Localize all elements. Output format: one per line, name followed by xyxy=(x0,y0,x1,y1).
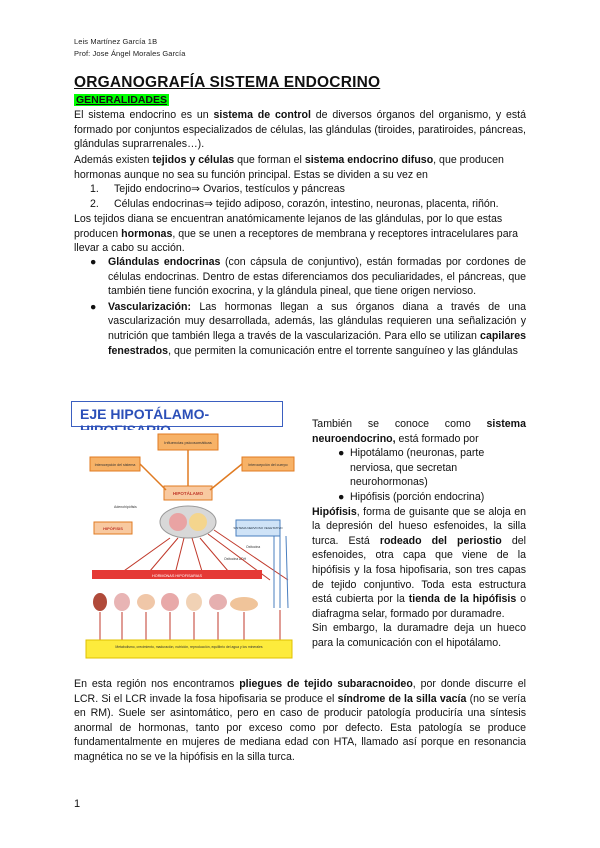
list-item: 2. Células endocrinas⇒ tejido adiposo, corazón, intestino, neuronas, placenta, riñón. xyxy=(90,197,499,210)
diagram-box-bottom xyxy=(86,640,292,658)
page-title: ORGANOGRAFÍA SISTEMA ENDOCRINO xyxy=(74,74,381,91)
diagram-label-nervous: SISTEMA NERVIOSO VEGETATIVO xyxy=(233,526,283,530)
list-item: ● Glándulas endocrinas (con cápsula de conjuntivo), están formadas por cordones de células endocrinas. Dentro de estas diferenciamos dos peculiaridades, el páncreas, que también tiene función exocrina, y la glándula pineal, que tiene origen nervioso. xyxy=(90,256,526,298)
bullet-list xyxy=(82,255,526,358)
diagram-label-band: HORMONAS HIPOFISARIAS xyxy=(152,574,202,578)
page-number: 1 xyxy=(74,798,81,810)
right-column: También se conoce como sistema neuroendocrino, está formado por ● Hipotálamo (neuronas, parte nerviosa, que secretan neurohormonas) ● Hipófisis (porción endocrina) Hipófisis, forma de guisante que se aloja en la depresión del hueso esfenoides, la silla turca. Está rodeado del periostio del esfenoides, otra capa que viene de la hipófisis y la fosa hipofisaria, son tres capas de tejido conjuntivo. Toda esta estructura está cubierta por la tienda de la hipófisis o diafragma selar, formado por duramadre. Sin embargo, la duramadre deja un hueco para la comunicación con el hipotálamo. xyxy=(312,418,527,649)
paragraph-intro: El sistema endocrino es un sistema de control de diversos órganos del organismo, y está formado por conjuntos especializados de células, las glándulas (tiroides, paratiroides, páncreas, glándulas suprarrenales…). xyxy=(74,109,527,151)
list-item: ● Vascularización: Las hormonas llegan a sus órganos diana a través de una vascularización muy desarrollada, además, las glándulas requieren una señalización y nutrición que también llega a través de la vascularización. Para ello se utilizan capilares fenestrados, que permiten la comunicación entre el torrente sanguíneo y las glándulas xyxy=(90,300,526,357)
diagram-label-adeno: Adenohipófisis xyxy=(114,505,137,509)
list-item: ● Hipotálamo (neuronas, parte nerviosa, que secretan neurohormonas) xyxy=(338,447,485,489)
diagram-label-right: Interocepción del cuerpo xyxy=(248,463,288,467)
numbered-list xyxy=(90,182,520,211)
diagram-neurohypophysis-shape xyxy=(189,513,207,531)
hypothalamus-pituitary-diagram xyxy=(74,430,306,662)
diagram-label-adh: Oxitocina ADH xyxy=(224,557,247,561)
section-heading: EJE HIPOTÁLAMO- xyxy=(80,406,210,422)
diagram-label-hypophysis: HIPÓFISIS xyxy=(103,526,123,531)
diagram-label-bottom: Metabolismo, crecimiento, maduración, nutrición, reproducción, equilibrio del agua y los minerales xyxy=(115,645,263,649)
diagram-label-hypothalamus: HIPOTÁLAMO xyxy=(172,491,204,496)
paragraph-diffuse: Además existen tejidos y células que forman el sistema endocrino difuso, que producen hormonas aunque no sea su función principal. Estas se dividen a su vez en xyxy=(74,154,504,181)
author-name: Leis Martínez García 1B xyxy=(74,37,158,46)
paragraph-hormones: Los tejidos diana se encuentran anatómicamente lejanos de las glándulas, por lo que estas producen hormonas, que se unen a receptores de membrana y receptores intracelulares para llevar a cabo su acción. xyxy=(74,213,519,255)
diagram-label-oxytocin: Oxitocina xyxy=(246,545,261,549)
diagram-label-left: Interocepción del sistema xyxy=(94,463,136,467)
professor-name: Prof: Jose Ángel Morales García xyxy=(74,49,186,58)
section-heading-box xyxy=(71,401,283,427)
generalidades-heading: GENERALIDADES xyxy=(76,94,168,106)
diagram-pituitary-shape xyxy=(160,506,216,538)
diagram-label-psychosomatic: Influencias psicosomáticas xyxy=(164,440,212,445)
diagram-adenohypophysis-shape xyxy=(169,513,187,531)
list-item: 1. Tejido endocrino⇒ Ovarios, testículos y páncreas xyxy=(90,183,345,195)
paragraph-empty-sella: En esta región nos encontramos pliegues de tejido subaracnoideo, por donde discurre el LCR. Si el LCR invade la fosa hipofisaria se produce el síndrome de la silla vacía (no se vería en RM). Suele ser asintomático, pero en caso de producir patología produciría una síntesis anormal de hormonas, tanto por exceso como por defecto. Esta patología se produce fundamentalmente en mujeres de mediana edad con HTA, llamado así porque en resonancia magnética no se ve la hipófisis en la silla turca. xyxy=(74,678,526,763)
list-item: ● Hipófisis (porción endocrina) xyxy=(338,490,485,503)
